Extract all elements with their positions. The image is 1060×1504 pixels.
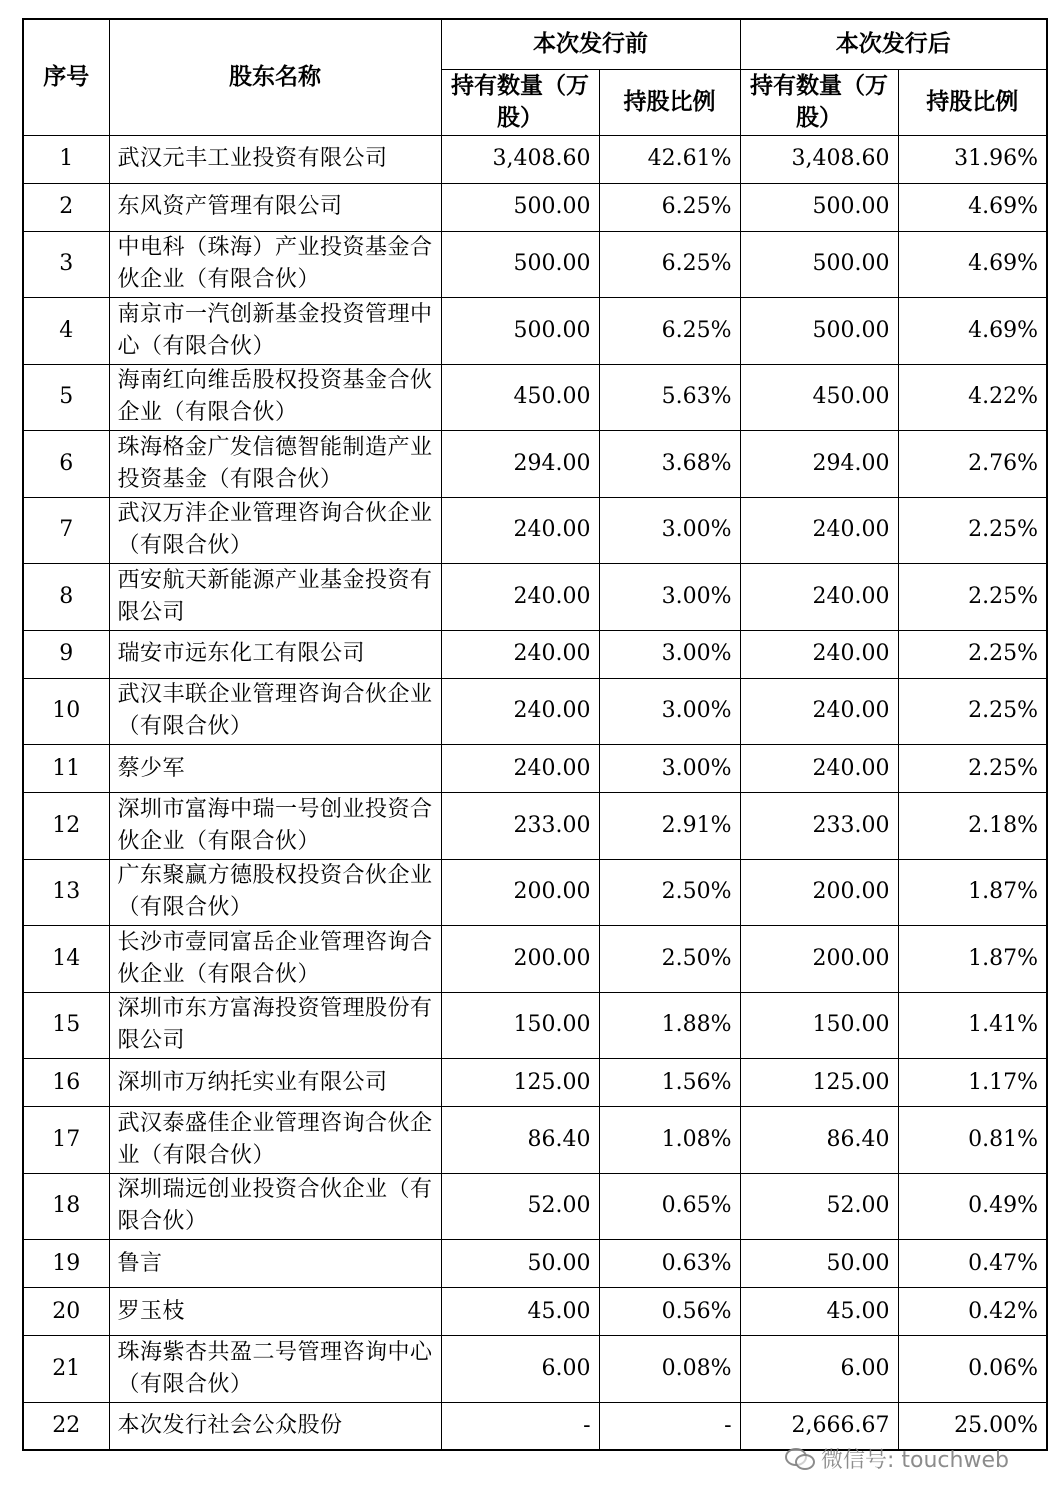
row-before-ratio: 1.08% [599,1107,740,1174]
row-after-qty: 500.00 [740,298,898,365]
row-seq: 21 [23,1336,109,1403]
row-before-qty: 233.00 [441,793,599,860]
row-before-ratio: 3.00% [599,497,740,564]
header-after-ratio: 持股比例 [898,69,1047,135]
row-after-ratio: 2.18% [898,793,1047,860]
row-seq: 14 [23,926,109,993]
row-after-qty: 500.00 [740,231,898,298]
table-body [23,135,1047,1450]
row-seq: 19 [23,1240,109,1288]
row-seq: 8 [23,564,109,631]
row-after-ratio: 1.87% [898,926,1047,993]
row-name: 瑞安市远东化工有限公司 [109,630,441,678]
row-after-ratio: 2.76% [898,431,1047,498]
row-after-ratio: 4.69% [898,183,1047,231]
row-after-ratio: 4.22% [898,364,1047,431]
row-before-qty: 6.00 [441,1336,599,1403]
row-after-ratio: 4.69% [898,231,1047,298]
row-after-qty: 2,666.67 [740,1402,898,1450]
row-after-ratio: 2.25% [898,630,1047,678]
table-row [23,135,1047,183]
row-after-qty: 200.00 [740,859,898,926]
row-after-qty: 294.00 [740,431,898,498]
header-row-1 [23,19,1047,69]
row-name: 中电科（珠海）产业投资基金合伙企业（有限合伙） [109,231,441,298]
header-before-ratio: 持股比例 [599,69,740,135]
header-after-qty: 持有数量（万股） [740,69,898,135]
row-seq: 5 [23,364,109,431]
row-name: 深圳市富海中瑞一号创业投资合伙企业（有限合伙） [109,793,441,860]
row-name: 武汉丰联企业管理咨询合伙企业（有限合伙） [109,678,441,745]
row-before-ratio: 1.56% [599,1059,740,1107]
table-row [23,364,1047,431]
row-before-qty: 3,408.60 [441,135,599,183]
row-after-ratio: 2.25% [898,745,1047,793]
row-after-ratio: 0.81% [898,1107,1047,1174]
row-before-ratio: 5.63% [599,364,740,431]
row-after-qty: 150.00 [740,992,898,1059]
row-seq: 4 [23,298,109,365]
row-name: 海南红向维岳股权投资基金合伙企业（有限合伙） [109,364,441,431]
table-row [23,231,1047,298]
header-after: 本次发行后 [740,19,1047,69]
row-before-ratio: 2.91% [599,793,740,860]
row-seq: 6 [23,431,109,498]
shareholder-table [22,18,1048,1451]
row-before-qty: 240.00 [441,564,599,631]
row-before-qty: 45.00 [441,1288,599,1336]
row-before-qty: 240.00 [441,497,599,564]
row-after-qty: 86.40 [740,1107,898,1174]
row-name: 西安航天新能源产业基金投资有限公司 [109,564,441,631]
row-after-ratio: 1.41% [898,992,1047,1059]
row-after-ratio: 0.06% [898,1336,1047,1403]
row-seq: 12 [23,793,109,860]
row-before-ratio: 2.50% [599,926,740,993]
row-name: 武汉泰盛佳企业管理咨询合伙企业（有限合伙） [109,1107,441,1174]
row-before-qty: 500.00 [441,183,599,231]
table-row [23,1240,1047,1288]
header-name: 股东名称 [109,19,441,135]
table-row [23,859,1047,926]
row-before-qty: 150.00 [441,992,599,1059]
header-before-qty: 持有数量（万股） [441,69,599,135]
row-after-qty: 50.00 [740,1240,898,1288]
row-before-ratio: 3.00% [599,564,740,631]
row-name: 南京市一汽创新基金投资管理中心（有限合伙） [109,298,441,365]
row-after-ratio: 25.00% [898,1402,1047,1450]
header-before: 本次发行前 [441,19,740,69]
row-seq: 11 [23,745,109,793]
row-seq: 13 [23,859,109,926]
row-after-qty: 240.00 [740,678,898,745]
table-row [23,793,1047,860]
row-before-ratio: 3.68% [599,431,740,498]
table-row [23,1107,1047,1174]
table-row [23,497,1047,564]
row-after-ratio: 0.47% [898,1240,1047,1288]
table-row [23,992,1047,1059]
row-seq: 2 [23,183,109,231]
header-seq: 序号 [23,19,109,135]
table-row [23,1288,1047,1336]
row-seq: 1 [23,135,109,183]
row-after-qty: 500.00 [740,183,898,231]
row-after-qty: 52.00 [740,1173,898,1240]
table-row [23,298,1047,365]
wechat-icon [785,1446,815,1470]
row-before-qty: 200.00 [441,926,599,993]
row-seq: 10 [23,678,109,745]
table-row [23,564,1047,631]
row-before-qty: 125.00 [441,1059,599,1107]
row-after-qty: 3,408.60 [740,135,898,183]
watermark [785,1440,1009,1476]
row-after-qty: 125.00 [740,1059,898,1107]
row-before-qty: 200.00 [441,859,599,926]
row-before-qty: 240.00 [441,678,599,745]
row-before-qty: 500.00 [441,231,599,298]
row-before-ratio: 0.08% [599,1336,740,1403]
table-row [23,1173,1047,1240]
row-after-ratio: 1.87% [898,859,1047,926]
row-name: 本次发行社会公众股份 [109,1402,441,1450]
row-before-ratio: 0.63% [599,1240,740,1288]
row-name: 深圳市东方富海投资管理股份有限公司 [109,992,441,1059]
row-seq: 7 [23,497,109,564]
row-after-ratio: 31.96% [898,135,1047,183]
row-seq: 3 [23,231,109,298]
row-before-qty: 294.00 [441,431,599,498]
row-after-qty: 240.00 [740,630,898,678]
row-before-ratio: 6.25% [599,231,740,298]
row-name: 长沙市壹同富岳企业管理咨询合伙企业（有限合伙） [109,926,441,993]
row-name: 武汉元丰工业投资有限公司 [109,135,441,183]
row-after-ratio: 0.42% [898,1288,1047,1336]
row-before-qty: 86.40 [441,1107,599,1174]
row-before-ratio: 0.65% [599,1173,740,1240]
row-seq: 9 [23,630,109,678]
row-name: 深圳瑞远创业投资合伙企业（有限合伙） [109,1173,441,1240]
row-before-ratio: 6.25% [599,183,740,231]
row-after-qty: 6.00 [740,1336,898,1403]
row-before-ratio: 42.61% [599,135,740,183]
row-seq: 18 [23,1173,109,1240]
table-row [23,1059,1047,1107]
table-row [23,431,1047,498]
row-name: 深圳市万纳托实业有限公司 [109,1059,441,1107]
row-before-ratio: 6.25% [599,298,740,365]
row-before-qty: 52.00 [441,1173,599,1240]
row-before-ratio: 3.00% [599,745,740,793]
row-after-qty: 450.00 [740,364,898,431]
row-name: 珠海紫杏共盈二号管理咨询中心（有限合伙） [109,1336,441,1403]
row-before-qty: 50.00 [441,1240,599,1288]
row-before-qty: 240.00 [441,745,599,793]
row-before-ratio: 3.00% [599,630,740,678]
row-before-ratio: - [599,1402,740,1450]
row-before-ratio: 3.00% [599,678,740,745]
row-before-qty: - [441,1402,599,1450]
row-seq: 17 [23,1107,109,1174]
row-after-ratio: 2.25% [898,678,1047,745]
row-name: 蔡少军 [109,745,441,793]
row-name: 珠海格金广发信德智能制造产业投资基金（有限合伙） [109,431,441,498]
table-row [23,183,1047,231]
row-name: 鲁言 [109,1240,441,1288]
row-after-qty: 240.00 [740,564,898,631]
row-after-qty: 233.00 [740,793,898,860]
table-row [23,630,1047,678]
row-seq: 20 [23,1288,109,1336]
row-before-ratio: 1.88% [599,992,740,1059]
row-before-qty: 240.00 [441,630,599,678]
row-after-qty: 200.00 [740,926,898,993]
table-row [23,1336,1047,1403]
row-seq: 15 [23,992,109,1059]
row-after-qty: 240.00 [740,745,898,793]
row-name: 东风资产管理有限公司 [109,183,441,231]
table-row [23,926,1047,993]
row-after-ratio: 4.69% [898,298,1047,365]
row-before-qty: 500.00 [441,298,599,365]
row-after-qty: 240.00 [740,497,898,564]
row-seq: 16 [23,1059,109,1107]
row-name: 罗玉枝 [109,1288,441,1336]
row-before-ratio: 2.50% [599,859,740,926]
row-after-qty: 45.00 [740,1288,898,1336]
table-row [23,678,1047,745]
row-after-ratio: 0.49% [898,1173,1047,1240]
row-before-qty: 450.00 [441,364,599,431]
row-after-ratio: 2.25% [898,497,1047,564]
row-after-ratio: 1.17% [898,1059,1047,1107]
row-before-ratio: 0.56% [599,1288,740,1336]
table-row [23,745,1047,793]
row-name: 武汉万沣企业管理咨询合伙企业（有限合伙） [109,497,441,564]
watermark-text: 微信号: touchweb [821,1447,1009,1473]
row-seq: 22 [23,1402,109,1450]
row-name: 广东聚赢方德股权投资合伙企业（有限合伙） [109,859,441,926]
row-after-ratio: 2.25% [898,564,1047,631]
